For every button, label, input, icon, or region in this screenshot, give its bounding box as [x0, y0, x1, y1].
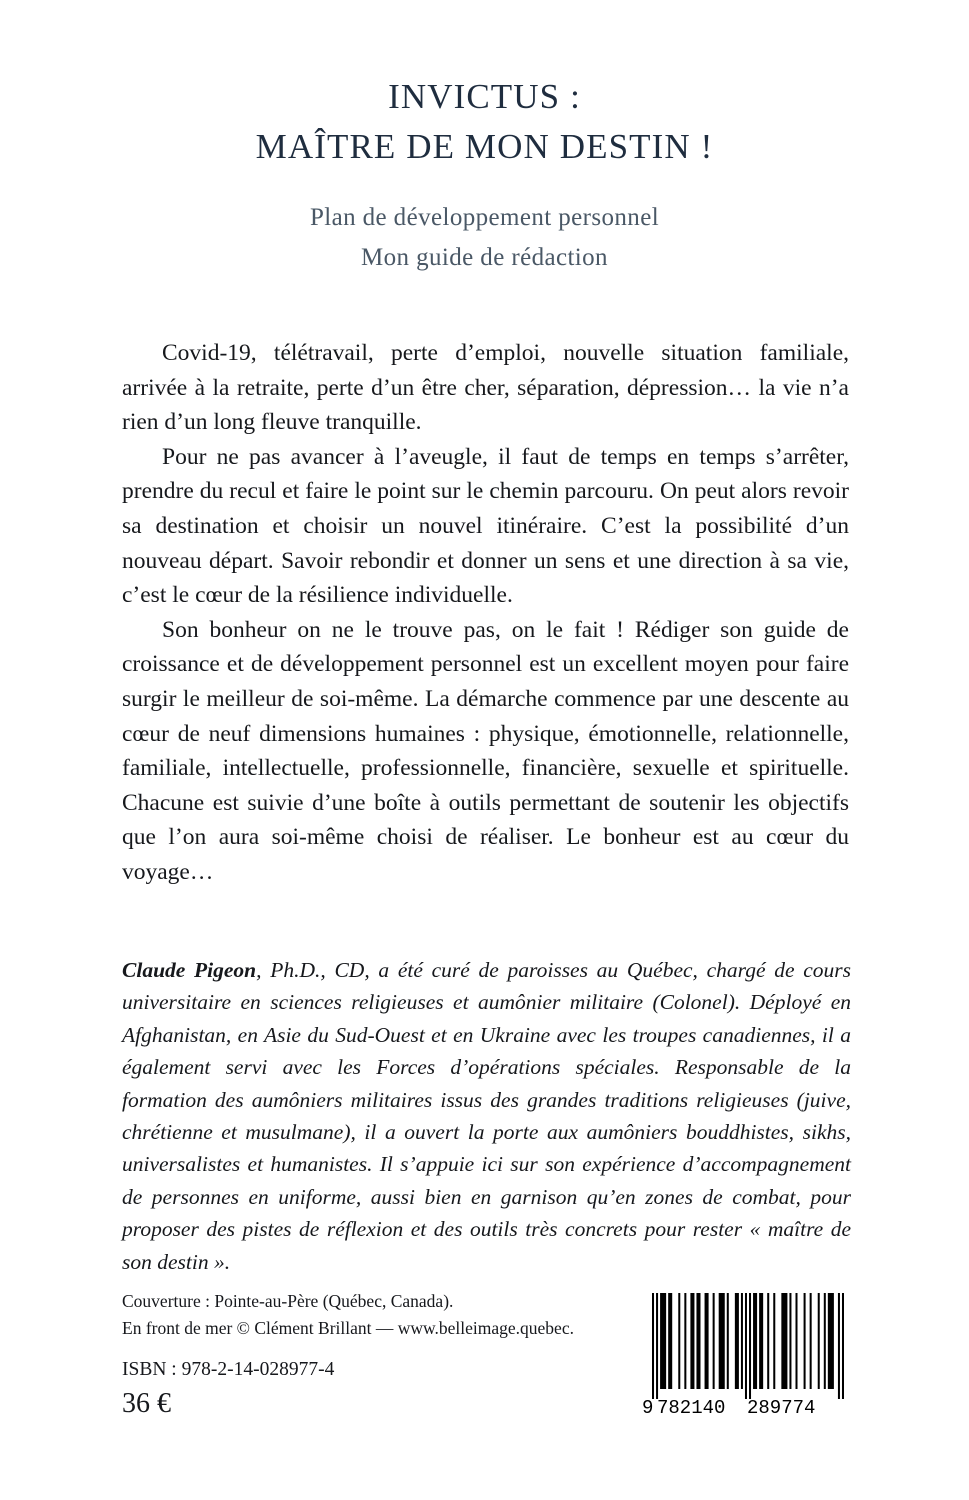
author-biography [122, 954, 851, 1278]
barcode-digits-group-2: 289774 [747, 1397, 816, 1415]
barcode-digits-group-1: 782140 [657, 1397, 726, 1415]
title-block [0, 72, 969, 278]
book-title-line-1: INVICTUS : [388, 77, 581, 116]
book-title-line-2: MAÎTRE DE MON DESTIN ! [255, 127, 714, 166]
author-name: Claude Pigeon [122, 958, 257, 982]
author-biography-paragraph [122, 954, 851, 1278]
price-label: 36 € [122, 1388, 171, 1419]
cover-credit-line-2: En front de mer © Clément Brillant — www.belleimage.quebec. [122, 1318, 574, 1338]
book-subtitle-line-1: Plan de développement personnel [309, 204, 660, 231]
blurb-text [122, 336, 849, 890]
book-subtitle-line-2: Mon guide de rédaction [361, 244, 608, 271]
ean13-barcode [640, 1289, 846, 1415]
barcode-digit-left: 9 [642, 1397, 654, 1415]
ean13-barcode-graphic [640, 1289, 846, 1415]
author-biography-text: , Ph.D., CD, a été curé de paroisses au Québec, chargé de cours universitaire en sciences religieuses et aumônier militaire (Colonel). Déployé en Afghanistan, en Asie du Sud-Ouest et en Ukraine avec les troupes canadiennes, il a également servi avec les Forces d’opérations spéciales. Responsable de la formation des aumôniers militaires issus des grandes traditions religieuses (juive, chrétienne et musulmane), il a ouvert la porte aux aumôniers bouddhistes, sikhs, universalistes et humanistes. Il s’appuie ici sur son expérience d’accompagnement de personnes en uniforme, aussi bien en garnison qu’en zones de combat, pour proposer des pistes de réflexion et des outils très concrets pour rester « maître de son destin ». [122, 958, 852, 1274]
subtitle-block [0, 198, 969, 278]
cover-credit-line-1: Couverture : Pointe-au-Père (Québec, Canada). [122, 1291, 454, 1311]
cover-credits [122, 1288, 642, 1342]
blurb-paragraph-1: Covid-19, télétravail, perte d’emploi, nouvelle situation familiale, arrivée à la retraite, perte d’un être cher, séparation, dépression… la vie n’a rien d’un long fleuve tranquille. [122, 340, 849, 436]
isbn-label: ISBN : 978-2-14-028977-4 [122, 1359, 335, 1380]
blurb-paragraph-2: Pour ne pas avancer à l’aveugle, il faut de temps en temps s’arrêter, prendre du recul et faire le point sur le chemin parcouru. On peut alors revoir sa destination et choisir un nouvel itinéraire. C’est la possibilité d’un nouveau départ. Savoir rebondir et donner un sens et une direction à sa vie, c’est le cœur de la résilience individuelle. [122, 443, 849, 609]
blurb-paragraph-3: Son bonheur on ne le trouve pas, on le fait ! Rédiger son guide de croissance et de développement personnel est un excellent moyen pour faire surgir le meilleur de soi-même. La démarche commence par une descente au cœur de neuf dimensions humaines : physique, émotionnelle, relationnelle, familiale, intellectuelle, professionnelle, financière, sexuelle et spirituelle. Chacune est suivie d’une boîte à outils permettant de soutenir les objectifs que l’on aura soi-même choisi de réaliser. Le bonheur est au cœur du voyage… [122, 616, 849, 885]
